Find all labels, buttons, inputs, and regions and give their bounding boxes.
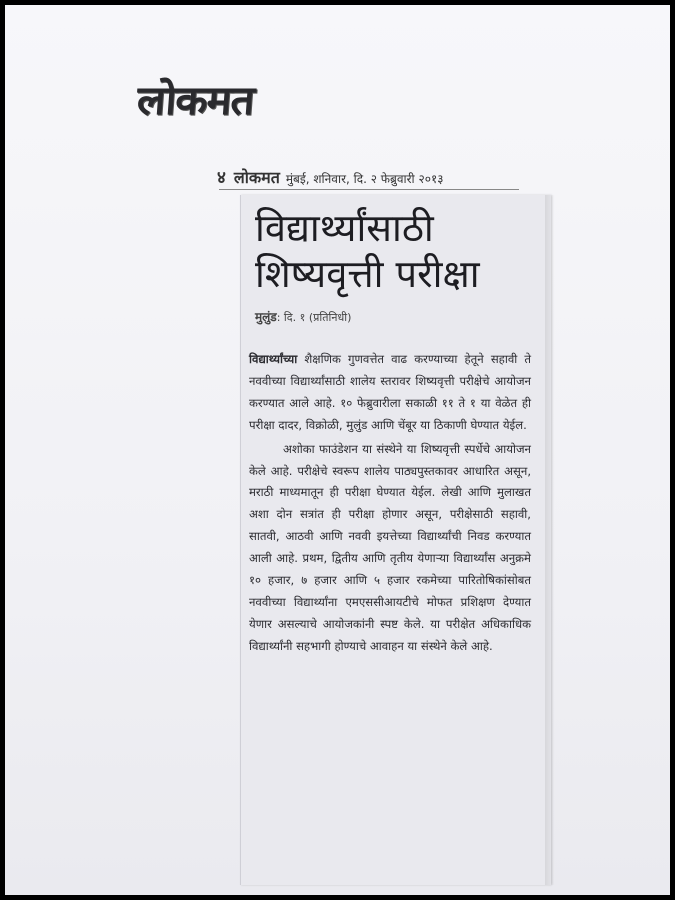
paragraph-2: अशोका फाउंडेशन या संस्थेने या शिष्यवृत्ती स्पर्धेचे आयोजन केले आहे. परीक्षेचे स्वरूप शालेय पाठ्यपुस्तकावर आधारित असून, मराठी माध्यमातून ही परीक्षा घेण्यात येईल. लेखी आणि मुलाखत अशा दोन सत्रांत ही परीक्षा होणार असून, परीक्षेसाठी सहावी, सातवी, आठवी आणि नववी इयत्तेच्या विद्यार्थ्यांची निवड करण्यात आली आहे. प्रथम, द्वितीय आणि तृतीय येणाऱ्या विद्यार्थ्यांस अनुक्रमे १० हजार, ७ हजार आणि ५ हजार रकमेच्या पारितोषिकांसोबत नववीच्या विद्यार्थ्यांना एमएससीआयटीचे मोफत प्रशिक्षण देण्यात येणार असल्याचे आयोजकांनी स्पष्ट केले. या परीक्षेत अधिकाधिक विद्यार्थ्यांनी सहभागी होण्याचे आवाहन या संस्थेने केले आहे. — [249, 441, 531, 653]
clipping-edge-shadow — [545, 195, 555, 885]
headline-line-1: विद्यार्थ्यांसाठी — [255, 206, 434, 250]
byline-rest: : दि. १ (प्रतिनिधी) — [276, 311, 352, 324]
dateline — [217, 165, 527, 188]
article-body — [249, 349, 531, 658]
dateline-brand: लोकमत — [233, 168, 280, 187]
article-byline — [255, 308, 351, 325]
dateline-details: मुंबई, शनिवार, दि. २ फेब्रुवारी २०१३ — [285, 172, 444, 186]
scan-page — [5, 5, 670, 895]
byline-place: मुलुंड — [255, 310, 277, 324]
header-rule — [219, 189, 519, 190]
page-number: ४ — [217, 168, 226, 188]
paragraph-1-lead: विद्यार्थ्यांच्या — [249, 352, 298, 366]
paragraph-1-text: शैक्षणिक गुणवत्तेत वाढ करण्याच्या हेतूने सहावी ते नववीच्या विद्यार्थ्यांसाठी शालेय स्तरावर शिष्यवृत्ती परीक्षेचे आयोजन करण्यात आले आहे. १० फेब्रुवारीला सकाळी ११ ते १ या वेळेत ही परीक्षा दादर, विक्रोळी, मुलुंड आणि चेंबूर या ठिकाणी घेण्यात येईल. — [249, 352, 531, 432]
paragraph-1 — [249, 349, 531, 437]
newspaper-masthead: लोकमत — [135, 78, 256, 124]
article-headline — [255, 205, 535, 297]
headline-line-2: शिष्यवृत्ती परीक्षा — [255, 252, 480, 296]
